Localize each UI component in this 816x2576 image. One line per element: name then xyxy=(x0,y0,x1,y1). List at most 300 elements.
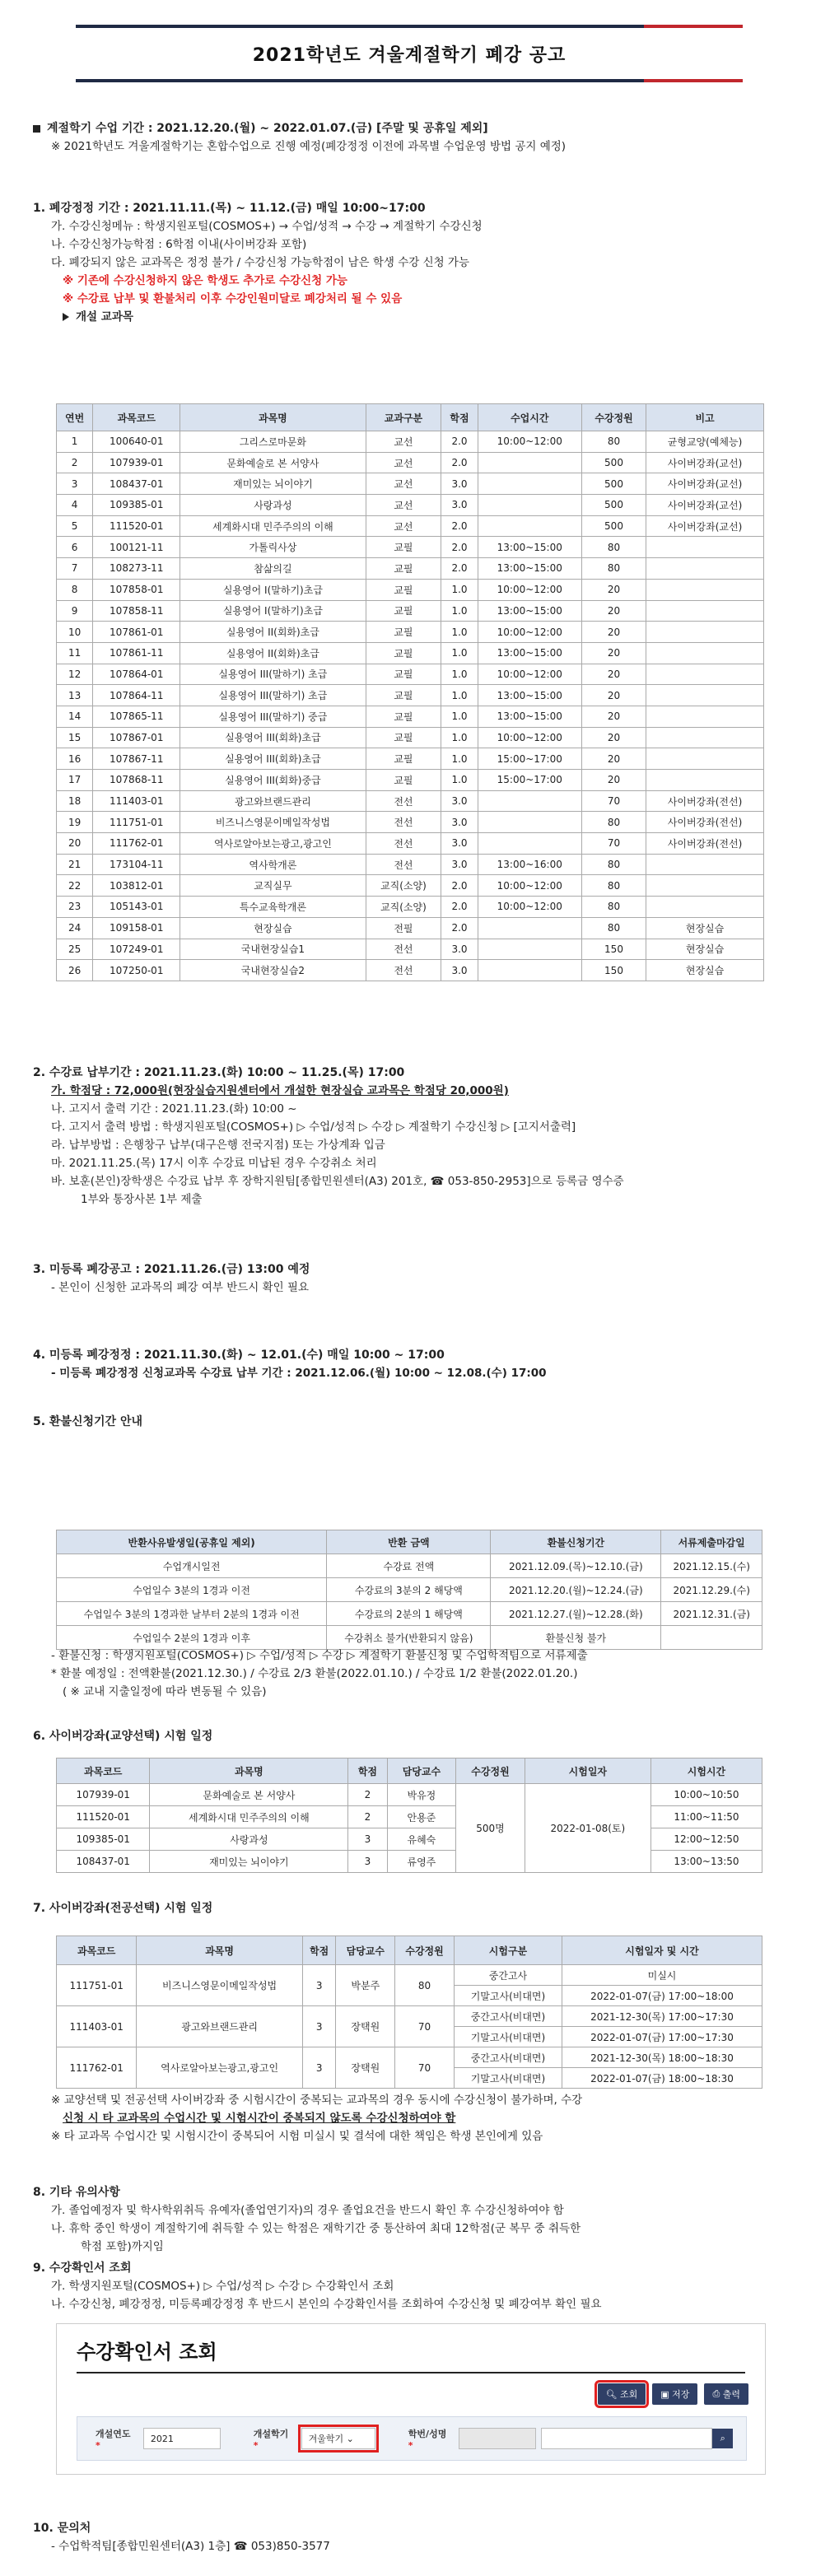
table-cell: 1.0 xyxy=(441,600,478,622)
table-cell: 173104-11 xyxy=(93,854,180,875)
table-cell: 현장실습 xyxy=(646,917,764,939)
cyber-exam-table xyxy=(56,1758,762,1873)
save-button[interactable]: ▣ 저장 xyxy=(652,2383,697,2405)
major-header-row xyxy=(57,1936,762,1965)
table-cell: 107868-11 xyxy=(93,770,180,791)
table-header-cell: 수강정원 xyxy=(581,404,646,431)
table-cell xyxy=(478,452,581,473)
table-cell: 10:00~12:00 xyxy=(478,875,581,897)
table-cell xyxy=(646,579,764,600)
section-1-b: 나. 수강신청가능학점 : 6학점 이내(사이버강좌 포함) xyxy=(51,238,307,251)
section-3-a: - 본인이 신청한 교과목의 폐강 여부 반드시 확인 필요 xyxy=(51,1281,310,1294)
table-cell: 역사학개론 xyxy=(180,854,366,875)
title-accent-bottom xyxy=(644,79,743,82)
table-cell xyxy=(646,600,764,622)
table-cell: 13:00~16:00 xyxy=(478,854,581,875)
table-cell xyxy=(646,537,764,558)
table-cell xyxy=(646,642,764,664)
table-cell: 10:00~10:50 xyxy=(650,1784,762,1806)
table-cell: 20 xyxy=(57,833,93,855)
section-1-note-1: ※ 기존에 수강신청하지 않은 학생도 추가로 수강신청 가능 xyxy=(63,274,347,287)
page-title: 2021학년도 겨울계절학기 폐강 공고 xyxy=(252,44,567,66)
lookup-button[interactable]: 🔍︎ 조회 xyxy=(598,2383,646,2405)
table-cell: 2021.12.27.(월)~12.28.(화) xyxy=(491,1602,661,1626)
table-cell: 교선 xyxy=(366,452,441,473)
table-cell: 1.0 xyxy=(441,642,478,664)
table-cell: 5 xyxy=(57,515,93,537)
table-cell: 11:00~11:50 xyxy=(650,1806,762,1828)
table-cell: 그리스로마문화 xyxy=(180,431,366,453)
table-row xyxy=(57,537,764,558)
open-courses-header-row xyxy=(57,404,764,431)
table-cell: 3.0 xyxy=(441,812,478,833)
table-cell: 107858-11 xyxy=(93,600,180,622)
section-2-a: 가. 학점당 : 72,000원(현장실습지원센터에서 개설한 현장실습 교과목은 학점당 20,000원) xyxy=(51,1084,509,1097)
table-cell: 107861-11 xyxy=(93,642,180,664)
section-2 xyxy=(33,1064,782,1209)
table-cell: 107249-01 xyxy=(93,939,180,960)
table-cell: 수업일수 2분의 1경과 이후 xyxy=(57,1626,327,1650)
table-cell: 12 xyxy=(57,664,93,685)
table-cell: 9 xyxy=(57,600,93,622)
section-8-heading: 8. 기타 유의사항 xyxy=(33,2186,120,2199)
table-row xyxy=(57,1784,762,1806)
table-cell: 가톨릭사상 xyxy=(180,537,366,558)
table-cell: 교선 xyxy=(366,515,441,537)
table-cell: 역사로알아보는광고,광고인 xyxy=(137,2047,303,2089)
refund-header-row xyxy=(57,1530,762,1554)
table-cell: 현장실습 xyxy=(646,939,764,960)
table-cell xyxy=(646,770,764,791)
table-cell: 특수교육학개론 xyxy=(180,897,366,918)
table-cell xyxy=(646,897,764,918)
section-2-f: 바. 보훈(본인)장학생은 수강료 납부 후 장학지원팀[종합민원센터(A3) 201호, ☎ 053-850-2953]으로 등록금 영수증 xyxy=(51,1175,624,1188)
open-courses-table xyxy=(56,403,764,981)
table-cell: 6 xyxy=(57,537,93,558)
section-10 xyxy=(33,2519,782,2555)
intro-section xyxy=(33,119,782,156)
table-cell: 15:00~17:00 xyxy=(478,770,581,791)
table-cell: 기말고사(비대면) xyxy=(454,1986,562,2006)
table-cell: 사이버강좌(전선) xyxy=(646,790,764,812)
intro-note: ※ 2021학년도 겨울계절학기는 혼합수업으로 진행 예정(폐강정정 이전에 과목별 수업운영 방법 공지 예정) xyxy=(51,140,567,153)
table-cell: 사이버강좌(교선) xyxy=(646,495,764,516)
student-id-input[interactable] xyxy=(459,2428,536,2449)
table-header-cell: 학점 xyxy=(302,1936,336,1965)
table-cell: 3 xyxy=(302,2047,336,2089)
table-header-cell: 과목코드 xyxy=(93,404,180,431)
table-cell: 107867-11 xyxy=(93,748,180,770)
table-cell: 20 xyxy=(581,642,646,664)
table-row xyxy=(57,1806,762,1828)
section-2-c: 다. 고지서 출력 방법 : 학생지원포털(COSMOS+) ▷ 수업/성적 ▷ 수강 ▷ 계절학기 수강신청 ▷ [고지서출력] xyxy=(51,1120,576,1134)
table-cell: 교필 xyxy=(366,706,441,727)
table-header-cell: 비고 xyxy=(646,404,764,431)
table-cell: 전선 xyxy=(366,939,441,960)
table-cell: 3.0 xyxy=(441,960,478,981)
table-cell: 500 xyxy=(581,495,646,516)
table-header-cell: 과목코드 xyxy=(57,1936,137,1965)
table-cell: 교필 xyxy=(366,579,441,600)
table-cell: 20 xyxy=(581,664,646,685)
table-cell xyxy=(478,833,581,855)
table-cell: 실용영어 III(회화)초급 xyxy=(180,727,366,748)
table-cell: 류영주 xyxy=(387,1851,456,1873)
section-10-heading: 10. 문의처 xyxy=(33,2522,91,2535)
table-cell: 수업일수 3분의 1경과한 날부터 2분의 1경과 이전 xyxy=(57,1602,327,1626)
table-cell: 107250-01 xyxy=(93,960,180,981)
table-cell: 21 xyxy=(57,854,93,875)
table-cell: 8 xyxy=(57,579,93,600)
table-cell xyxy=(646,685,764,706)
table-cell: 2021-12-30(목) 17:00~17:30 xyxy=(562,2006,762,2027)
table-cell: 사이버강좌(전선) xyxy=(646,833,764,855)
cyber-body xyxy=(57,1784,762,1873)
section-2-d: 라. 납부방법 : 은행창구 납부(대구은행 전국지점) 또는 가상계좌 입금 xyxy=(51,1139,385,1152)
table-cell: 실용영어 III(회화)초급 xyxy=(180,748,366,770)
table-cell xyxy=(478,790,581,812)
section-1-note-2: ※ 수강료 납부 및 환불처리 이후 수강인원미달로 폐강처리 될 수 있음 xyxy=(63,292,403,305)
table-cell: 103812-01 xyxy=(93,875,180,897)
table-cell: 현장실습 xyxy=(180,917,366,939)
table-row xyxy=(57,917,764,939)
student-id-label: 학번/성명* xyxy=(408,2428,447,2451)
screenshot-title: 수강확인서 조회 xyxy=(77,2341,217,2364)
major-body xyxy=(57,1965,762,2089)
table-row xyxy=(57,1828,762,1851)
table-cell xyxy=(646,706,764,727)
table-row xyxy=(57,1554,762,1578)
table-cell: 111751-01 xyxy=(93,812,180,833)
table-cell: 안용준 xyxy=(387,1806,456,1828)
section-8-b-cont: 학점 포함)까지임 xyxy=(81,2240,164,2253)
section-9-a: 가. 학생지원포털(COSMOS+) ▷ 수업/성적 ▷ 수강 ▷ 수강확인서 조회 xyxy=(51,2280,394,2293)
table-cell: 중간고사(비대면) xyxy=(454,2047,562,2068)
section-2-f-cont: 1부와 통장사본 1부 제출 xyxy=(81,1193,203,1206)
table-row xyxy=(57,685,764,706)
table-cell: 109158-01 xyxy=(93,917,180,939)
table-cell: 13 xyxy=(57,685,93,706)
table-cell: 2021-12-30(목) 18:00~18:30 xyxy=(562,2047,762,2068)
table-cell: 재미있는 뇌이야기 xyxy=(180,473,366,495)
table-cell: 교필 xyxy=(366,685,441,706)
table-cell xyxy=(478,939,581,960)
section-6-heading: 6. 사이버강좌(교양선택) 시험 일정 xyxy=(33,1730,213,1743)
table-cell: 109385-01 xyxy=(57,1828,150,1851)
section-5 xyxy=(33,1413,782,1431)
table-cell: 108273-11 xyxy=(93,558,180,580)
table-cell xyxy=(646,727,764,748)
table-cell: 10 xyxy=(57,622,93,643)
table-cell: 70 xyxy=(395,2006,455,2047)
table-cell: 13:00~13:50 xyxy=(650,1851,762,1873)
table-cell: 교필 xyxy=(366,558,441,580)
table-cell: 70 xyxy=(581,833,646,855)
table-cell: 3.0 xyxy=(441,473,478,495)
table-cell: 10:00~12:00 xyxy=(478,579,581,600)
table-header-cell: 시험일자 xyxy=(525,1758,650,1784)
table-row xyxy=(57,431,764,453)
table-cell: 2.0 xyxy=(441,875,478,897)
table-cell: 수강료의 3분의 2 해당액 xyxy=(327,1578,491,1602)
table-cell: 3.0 xyxy=(441,939,478,960)
table-cell: 111403-01 xyxy=(93,790,180,812)
section-2-e: 마. 2021.11.25.(목) 17시 이후 수강료 미납된 경우 수강취소 처리 xyxy=(51,1157,377,1170)
table-cell: 15 xyxy=(57,727,93,748)
table-cell: 수업개시일전 xyxy=(57,1554,327,1578)
table-cell: 500 xyxy=(581,515,646,537)
table-cell: 교필 xyxy=(366,748,441,770)
table-cell: 23 xyxy=(57,897,93,918)
table-cell: 80 xyxy=(581,812,646,833)
table-cell: 실용영어 III(회화)중급 xyxy=(180,770,366,791)
table-cell: 1.0 xyxy=(441,622,478,643)
table-cell: 20 xyxy=(581,579,646,600)
section-7-notes xyxy=(33,2091,782,2145)
term-select[interactable]: 겨울학기 ⌄ xyxy=(301,2428,375,2449)
table-cell: 2.0 xyxy=(441,452,478,473)
table-cell: 1.0 xyxy=(441,664,478,685)
table-cell: 2.0 xyxy=(441,917,478,939)
table-cell: 107865-11 xyxy=(93,706,180,727)
table-cell: 3 xyxy=(302,2006,336,2047)
table-cell: 109385-01 xyxy=(93,495,180,516)
title-accent xyxy=(644,25,743,28)
major-note-2: 신청 시 타 교과목의 수업시간 및 시험시간이 중복되지 않도록 수강신청하여야 함 xyxy=(63,2112,456,2125)
table-row xyxy=(57,897,764,918)
table-cell: 문화예술로 본 서양사 xyxy=(150,1784,348,1806)
table-cell xyxy=(478,812,581,833)
table-cell: 교직실무 xyxy=(180,875,366,897)
table-cell: 100121-11 xyxy=(93,537,180,558)
table-row xyxy=(57,642,764,664)
section-9-heading: 9. 수강확인서 조회 xyxy=(33,2262,132,2275)
refund-note-3: ( ※ 교내 지출일정에 따라 변동될 수 있음) xyxy=(63,1685,267,1698)
table-cell: 참삶의길 xyxy=(180,558,366,580)
table-header-cell: 시험일자 및 시간 xyxy=(562,1936,762,1965)
table-cell: 전필 xyxy=(366,917,441,939)
print-button[interactable]: ⎙ 출력 xyxy=(704,2383,748,2405)
table-cell: 광고와브랜드관리 xyxy=(180,790,366,812)
table-row xyxy=(57,790,764,812)
table-cell: 1.0 xyxy=(441,770,478,791)
table-cell: 교필 xyxy=(366,664,441,685)
table-row xyxy=(57,495,764,516)
table-cell: 2022-01-07(금) 17:00~17:30 xyxy=(562,2027,762,2047)
table-row xyxy=(57,812,764,833)
table-cell: 13:00~15:00 xyxy=(478,685,581,706)
section-7-heading: 7. 사이버강좌(전공선택) 시험 일정 xyxy=(33,1902,213,1915)
table-row xyxy=(57,727,764,748)
table-header-cell: 담당교수 xyxy=(336,1936,395,1965)
table-cell: 25 xyxy=(57,939,93,960)
table-cell: 1 xyxy=(57,431,93,453)
table-cell xyxy=(646,748,764,770)
table-cell: 107939-01 xyxy=(93,452,180,473)
table-cell: 13:00~15:00 xyxy=(478,558,581,580)
table-cell: 2.0 xyxy=(441,558,478,580)
table-row xyxy=(57,854,764,875)
table-cell xyxy=(478,515,581,537)
refund-note-2: * 환불 예정일 : 전액환불(2021.12.30.) / 수강료 2/3 환불(2022.01.10.) / 수강료 1/2 환불(2022.01.20.) xyxy=(51,1667,578,1680)
table-cell: 광고와브랜드관리 xyxy=(137,2006,303,2047)
table-cell: 실용영어 I(말하기)초급 xyxy=(180,600,366,622)
table-cell: 실용영어 II(회화)초급 xyxy=(180,642,366,664)
certificate-lookup-screenshot xyxy=(56,2323,766,2475)
table-row xyxy=(57,1965,762,1986)
table-cell: 수강료 전액 xyxy=(327,1554,491,1578)
table-cell: 10:00~12:00 xyxy=(478,727,581,748)
table-cell: 전선 xyxy=(366,960,441,981)
table-cell: 수업일수 3분의 1경과 이전 xyxy=(57,1578,327,1602)
table-cell: 150 xyxy=(581,960,646,981)
table-header-cell: 환불신청기간 xyxy=(491,1530,661,1554)
table-cell: 80 xyxy=(395,1965,455,2006)
section-1-c: 다. 폐강되지 않은 교과목은 정정 불가 / 수강신청 가능학점이 남은 학생 수강 신청 가능 xyxy=(51,256,470,269)
table-cell: 교필 xyxy=(366,600,441,622)
table-cell: 전선 xyxy=(366,833,441,855)
table-header-cell: 수강정원 xyxy=(395,1936,455,1965)
year-input[interactable]: 2021 xyxy=(143,2428,221,2449)
table-row xyxy=(57,706,764,727)
open-courses-subheading: 개설 교과목 xyxy=(33,308,782,326)
table-cell: 80 xyxy=(581,431,646,453)
table-cell: 108437-01 xyxy=(93,473,180,495)
table-cell: 18 xyxy=(57,790,93,812)
table-header-cell: 시험구분 xyxy=(454,1936,562,1965)
table-cell: 80 xyxy=(581,537,646,558)
table-cell: 111403-01 xyxy=(57,2006,137,2047)
table-cell: 2 xyxy=(57,452,93,473)
table-header-cell: 과목명 xyxy=(150,1758,348,1784)
table-cell: 3 xyxy=(57,473,93,495)
table-cell: 80 xyxy=(581,854,646,875)
table-row xyxy=(57,2047,762,2068)
table-cell: 500명 xyxy=(456,1784,525,1873)
intro-period: 계절학기 수업 기간 : 2021.12.20.(월) ~ 2022.01.07.(금) [주말 및 공휴일 제외] xyxy=(33,119,782,137)
table-cell: 비즈니스영문이메일작성법 xyxy=(137,1965,303,2006)
table-cell: 107864-01 xyxy=(93,664,180,685)
table-header-cell: 반환사유발생일(공휴일 제외) xyxy=(57,1530,327,1554)
table-header-cell: 교과구분 xyxy=(366,404,441,431)
table-cell: 박분주 xyxy=(336,1965,395,2006)
table-cell: 환불신청 불가 xyxy=(491,1626,661,1650)
table-cell: 19 xyxy=(57,812,93,833)
table-cell: 500 xyxy=(581,452,646,473)
filter-search-button[interactable] xyxy=(712,2429,733,2448)
table-row xyxy=(57,664,764,685)
table-cell: 실용영어 III(말하기) 중급 xyxy=(180,706,366,727)
table-cell: 20 xyxy=(581,706,646,727)
table-cell: 교필 xyxy=(366,642,441,664)
table-cell: 2021.12.20.(월)~12.24.(금) xyxy=(491,1578,661,1602)
table-cell: 교선 xyxy=(366,431,441,453)
table-cell: 3.0 xyxy=(441,790,478,812)
section-8 xyxy=(33,2183,782,2256)
table-header-cell: 시험시간 xyxy=(650,1758,762,1784)
table-header-cell: 연번 xyxy=(57,404,93,431)
table-cell xyxy=(478,495,581,516)
section-8-b: 나. 휴학 중인 학생이 계절학기에 취득할 수 있는 학점은 재학기간 중 통산하여 최대 12학점(군 복무 중 취득한 xyxy=(51,2222,581,2235)
table-cell: 전선 xyxy=(366,854,441,875)
section-7 xyxy=(33,1899,782,1917)
table-cell: 3 xyxy=(348,1851,387,1873)
table-row xyxy=(57,1602,762,1626)
table-cell xyxy=(646,622,764,643)
table-cell: 111520-01 xyxy=(57,1806,150,1828)
table-cell: 수강료의 2분의 1 해당액 xyxy=(327,1602,491,1626)
table-cell: 2.0 xyxy=(441,897,478,918)
table-cell: 111762-01 xyxy=(57,2047,137,2089)
table-cell: 111520-01 xyxy=(93,515,180,537)
print-icon: ⎙ xyxy=(712,2388,723,2399)
section-4-heading: 4. 미등록 폐강정정 : 2021.11.30.(화) ~ 12.01.(수) 매일 10:00 ~ 17:00 xyxy=(33,1349,445,1362)
table-cell: 3.0 xyxy=(441,854,478,875)
student-name-input[interactable] xyxy=(541,2428,712,2449)
section-2-b: 나. 고지서 출력 기간 : 2021.11.23.(화) 10:00 ~ xyxy=(51,1102,297,1116)
table-row xyxy=(57,579,764,600)
table-cell: 사이버강좌(교선) xyxy=(646,473,764,495)
section-3 xyxy=(33,1260,782,1297)
table-cell: 15:00~17:00 xyxy=(478,748,581,770)
table-cell: 장택원 xyxy=(336,2047,395,2089)
table-cell: 10:00~12:00 xyxy=(478,897,581,918)
table-cell: 박유정 xyxy=(387,1784,456,1806)
table-cell: 1.0 xyxy=(441,727,478,748)
table-cell: 107858-01 xyxy=(93,579,180,600)
table-cell: 11 xyxy=(57,642,93,664)
triangle-bullet-icon xyxy=(63,313,69,321)
table-cell: 1.0 xyxy=(441,685,478,706)
table-cell: 2021.12.31.(금) xyxy=(661,1602,762,1626)
table-cell: 3 xyxy=(302,1965,336,2006)
table-cell: 균형교양(예체능) xyxy=(646,431,764,453)
table-cell: 중간고사 xyxy=(454,1965,562,1986)
table-cell: 80 xyxy=(581,558,646,580)
table-cell: 16 xyxy=(57,748,93,770)
table-cell: 20 xyxy=(581,622,646,643)
table-cell: 기말고사(비대면) xyxy=(454,2068,562,2089)
table-cell: 2021.12.29.(수) xyxy=(661,1578,762,1602)
table-cell: 10:00~12:00 xyxy=(478,622,581,643)
table-cell: 111751-01 xyxy=(57,1965,137,2006)
table-cell: 24 xyxy=(57,917,93,939)
table-cell: 미실시 xyxy=(562,1965,762,1986)
table-cell: 실용영어 III(말하기) 초급 xyxy=(180,685,366,706)
table-cell: 전선 xyxy=(366,812,441,833)
refund-body xyxy=(57,1554,762,1650)
table-row xyxy=(57,1578,762,1602)
table-cell: 70 xyxy=(395,2047,455,2089)
table-cell xyxy=(646,664,764,685)
table-cell xyxy=(646,875,764,897)
search-icon: 🔍︎ xyxy=(605,2388,621,2400)
table-cell: 17 xyxy=(57,770,93,791)
table-row xyxy=(57,770,764,791)
table-header-cell: 수업시간 xyxy=(478,404,581,431)
section-9-b: 나. 수강신청, 폐강정정, 미등록폐강정정 후 반드시 본인의 수강확인서를 조회하여 수강신청 및 폐강여부 확인 필요 xyxy=(51,2298,602,2311)
table-cell: 107861-01 xyxy=(93,622,180,643)
table-cell: 교필 xyxy=(366,622,441,643)
major-note-1: ※ 교양선택 및 전공선택 사이버강좌 중 시험시간이 중복되는 교과목의 경우 동시에 수강신청이 불가하며, 수강 xyxy=(51,2094,583,2107)
table-cell: 70 xyxy=(581,790,646,812)
table-cell: 수강취소 불가(반환되지 않음) xyxy=(327,1626,491,1650)
table-cell: 3.0 xyxy=(441,833,478,855)
table-cell: 비즈니스영문이메일작성법 xyxy=(180,812,366,833)
table-cell: 107939-01 xyxy=(57,1784,150,1806)
table-cell: 1.0 xyxy=(441,706,478,727)
save-icon: ▣ xyxy=(660,2388,673,2400)
